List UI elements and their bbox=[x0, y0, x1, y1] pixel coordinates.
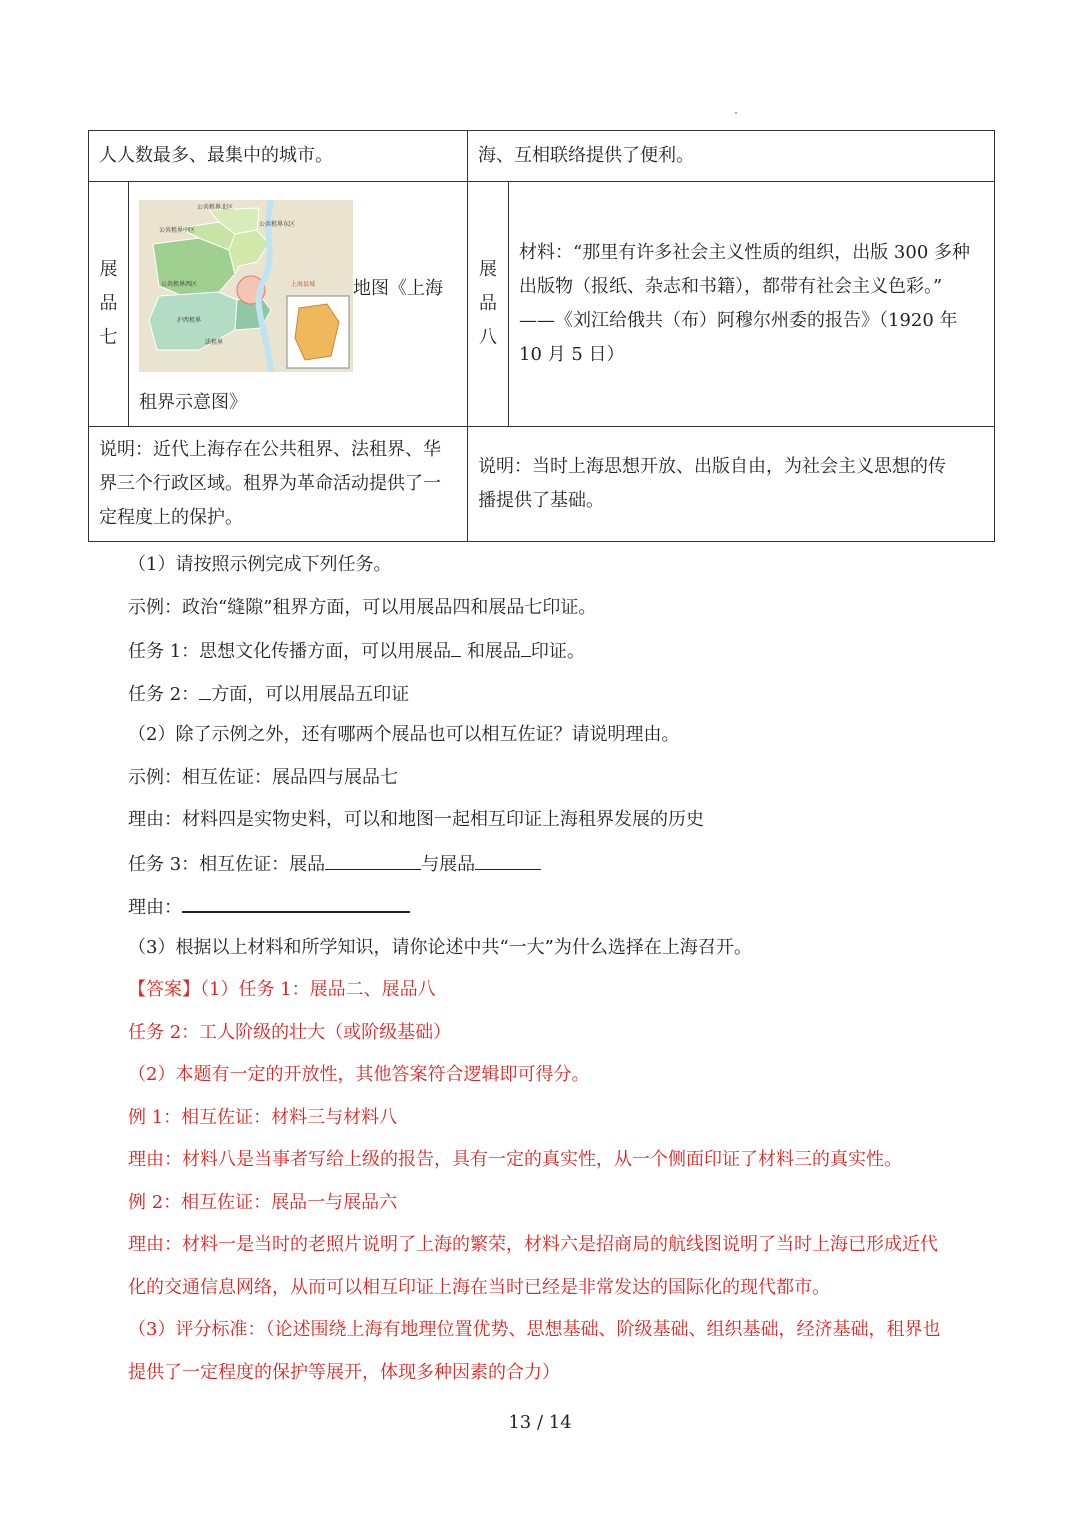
answer-example-2-reason: 理由：材料一是当时的老照片说明了上海的繁荣，材料六是招商局的航线图说明了当时上海已形成近代 bbox=[128, 1234, 938, 1255]
quote-line: 材料：“那里有许多社会主义性质的组织，出版 300 多种 bbox=[519, 242, 970, 263]
task-1 bbox=[128, 638, 585, 664]
task1-text: 印证。 bbox=[530, 641, 585, 662]
quote-line: 10 月 5 日） bbox=[519, 344, 625, 365]
answer-example-2: 例 2：相互佐证：展品一与展品六 bbox=[128, 1192, 398, 1213]
exhibit-table bbox=[88, 130, 995, 542]
reason-line bbox=[128, 893, 410, 920]
task-3 bbox=[128, 851, 541, 877]
blank bbox=[199, 681, 211, 700]
map-caption: 租界示意图》 bbox=[139, 392, 247, 413]
map-label: 公共租界中区 bbox=[159, 227, 196, 234]
blank bbox=[521, 638, 531, 657]
example-1: 示例：政治“缝隙”租界方面，可以用展品四和展品七印证。 bbox=[128, 597, 597, 618]
question-1: （1）请按照示例完成下列任务。 bbox=[128, 554, 392, 575]
map-label: 沪西租界 bbox=[177, 317, 202, 324]
reason-example: 理由：材料四是实物史料，可以和地图一起相互印证上海租界发展的历史 bbox=[128, 809, 704, 830]
blank bbox=[325, 851, 421, 870]
quote-line: 出版物（报纸、杂志和书籍），都带有社会主义色彩。” bbox=[519, 276, 943, 297]
note-line: 说明：当时上海思想开放、出版自由，为社会主义思想的传 bbox=[478, 456, 946, 477]
blank bbox=[475, 851, 541, 870]
table-row bbox=[89, 427, 995, 542]
shanghai-concession-map bbox=[139, 200, 353, 372]
table-row bbox=[89, 182, 995, 427]
question-2: （2）除了示例之外，还有哪两个展品也可以相互佐证？请说明理由。 bbox=[128, 724, 680, 745]
answer-2: （2）本题有一定的开放性，其他答案符合逻辑即可得分。 bbox=[128, 1064, 590, 1085]
map-label: 公共租界西区 bbox=[161, 281, 198, 288]
task1-text: 任务 1：思想文化传播方面，可以用展品 bbox=[128, 641, 452, 662]
scan-dot bbox=[735, 112, 737, 114]
label-char: 八 bbox=[479, 327, 497, 348]
answer-3: 提供了一定程度的保护等展开，体现多种因素的合力） bbox=[128, 1362, 560, 1383]
label-char: 品 bbox=[99, 293, 118, 314]
note-line: 界三个行政区域。租界为革命活动提供了一 bbox=[99, 473, 441, 494]
answer-example-1: 例 1：相互佐证：材料三与材料八 bbox=[128, 1107, 398, 1128]
table-row bbox=[89, 131, 995, 182]
question-3: （3）根据以上材料和所学知识，请你论述中共“一大”为什么选择在上海召开。 bbox=[128, 937, 752, 958]
note8 bbox=[468, 427, 995, 542]
exhibit8-content bbox=[509, 182, 995, 427]
task3-text: 与展品 bbox=[421, 854, 476, 875]
answer-1 bbox=[128, 978, 436, 1002]
label-char: 展 bbox=[479, 259, 497, 280]
answer-example-1-reason: 理由：材料八是当事者写给上级的报告，具有一定的真实性，从一个侧面印证了材料三的真实性。 bbox=[128, 1149, 902, 1170]
example-2: 示例：相互佐证：展品四与展品七 bbox=[128, 767, 398, 788]
answer-task2: 任务 2：工人阶级的壮大（或阶级基础） bbox=[128, 1022, 452, 1043]
map-label: 法租界 bbox=[205, 339, 224, 346]
label-char: 七 bbox=[99, 327, 118, 348]
label-char: 品 bbox=[479, 293, 497, 314]
map-label: 公共租界北区 bbox=[197, 204, 234, 211]
note7 bbox=[89, 427, 468, 542]
inset-area bbox=[295, 304, 339, 360]
task2-text: 任务 2： bbox=[128, 684, 200, 705]
note-line: 播提供了基础。 bbox=[478, 490, 604, 511]
answer-3: （3）评分标准：（论述围绕上海有地理位置优势、思想基础、阶级基础、组织基础，经济基础，租界也 bbox=[128, 1319, 941, 1340]
map-caption: 地图《上海 bbox=[353, 278, 443, 299]
exhibit7-label bbox=[89, 182, 129, 427]
row1-right: 海、互相联络提供了便利。 bbox=[468, 131, 995, 182]
blank bbox=[451, 638, 461, 657]
blank bbox=[182, 893, 410, 913]
task1-text: 和展品 bbox=[466, 641, 521, 662]
note-line: 定程度上的保护。 bbox=[99, 507, 243, 528]
map-label: 公共租界东区 bbox=[259, 221, 296, 228]
answer-tag: 【答案】 bbox=[128, 979, 200, 1000]
row1-left: 人人数最多、最集中的城市。 bbox=[89, 131, 468, 182]
exhibit8-label bbox=[468, 182, 509, 427]
task-2 bbox=[128, 681, 409, 707]
note-line: 说明：近代上海存在公共租界、法租界、华 bbox=[99, 439, 441, 460]
reason-label: 理由： bbox=[128, 897, 182, 918]
label-char: 展 bbox=[99, 259, 118, 280]
page-number: 13 / 14 bbox=[508, 1412, 572, 1433]
map-label: 上海县城 bbox=[291, 281, 316, 288]
answer-example-2-reason: 化的交通信息网络，从而可以相互印证上海在当时已经是非常发达的国际化的现代都市。 bbox=[128, 1277, 830, 1298]
quote-line: ——《刘江给俄共（布）阿穆尔州委的报告》（1920 年 bbox=[519, 310, 958, 331]
task2-text: 方面，可以用展品五印证 bbox=[211, 684, 410, 705]
task3-text: 任务 3：相互佐证：展品 bbox=[128, 854, 326, 875]
exhibit7-content bbox=[129, 182, 468, 427]
answer-text: （1）任务 1：展品二、展品八 bbox=[200, 979, 436, 1000]
